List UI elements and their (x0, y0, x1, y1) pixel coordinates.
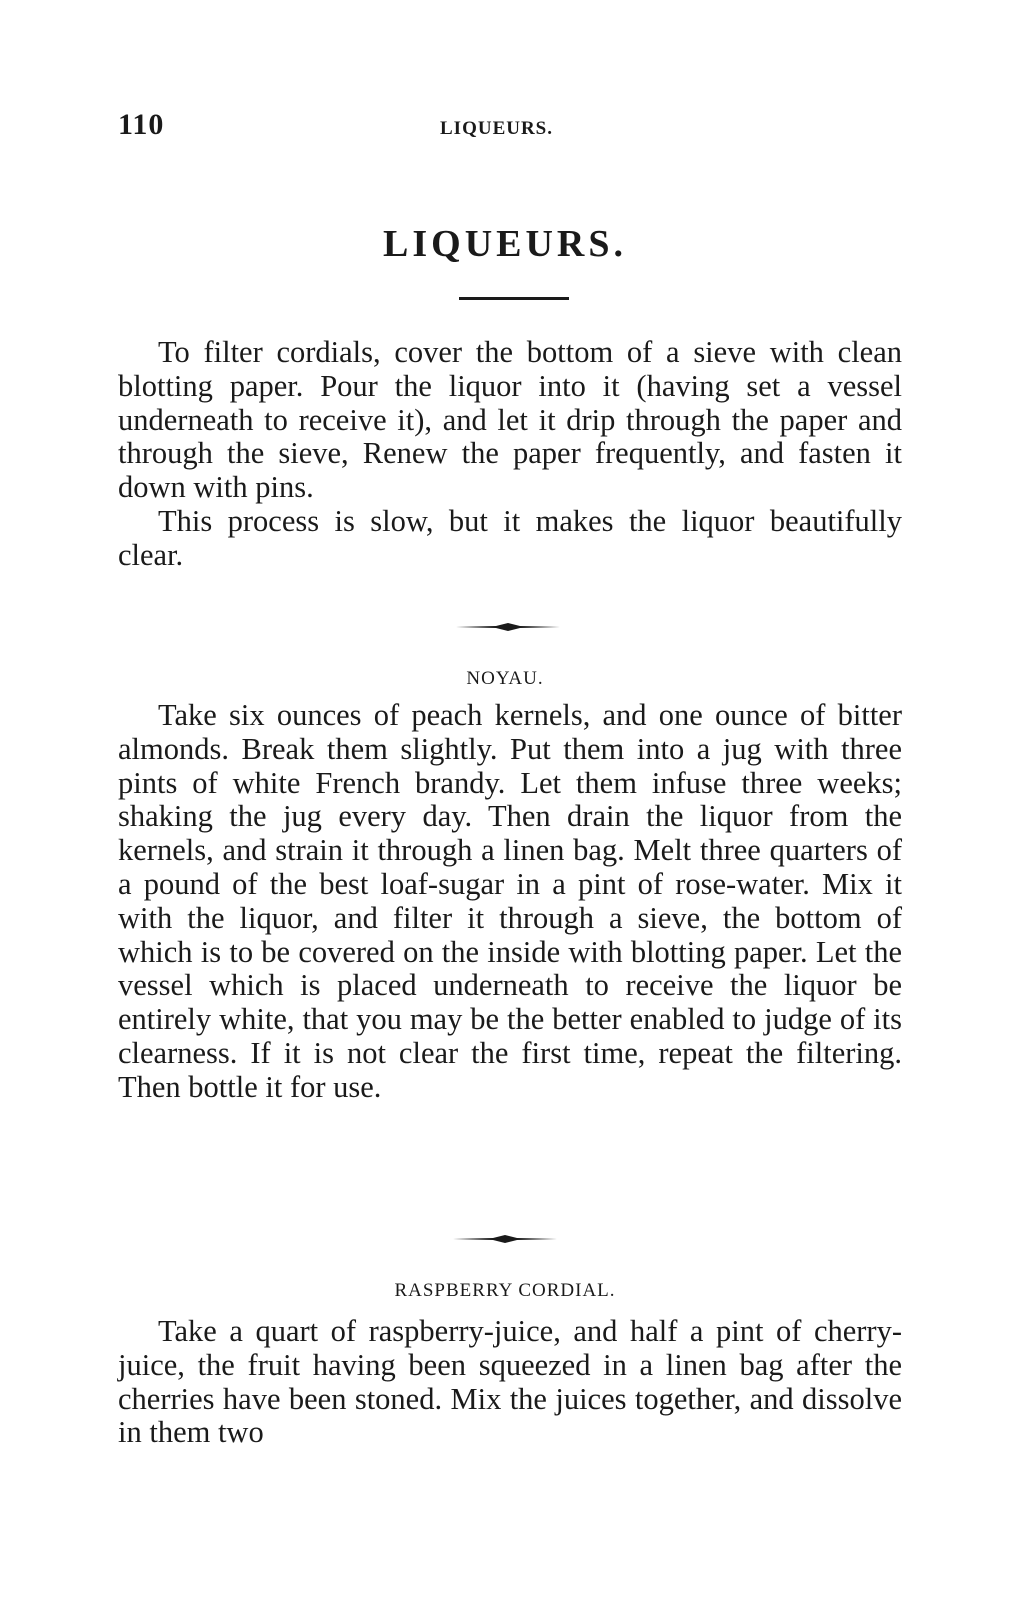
section-heading-raspberry-cordial: RASPBERRY CORDIAL. (394, 1280, 616, 1301)
noyau-paragraph: Take six ounces of peach kernels, and one ounce of bitter almonds. Break them slightly. Put them into a jug with three pints of white French brandy. Let them infuse three weeks; shaking the jug every day. Then drain the liquor from the kernels, and strain it through a linen bag. Melt three quarters of a pound of the best loaf-sugar in a pint of rose-water. Mix it with the liquor, and filter it through a sieve, the bottom of which is to be covered on the inside with blotting paper. Let the vessel which is placed underneath to receive the liquor be entirely white, that you may be the better enabled to judge of its clearness. If it is not clear the first time, repeat the filtering. Then bottle it for use. (118, 698, 902, 1104)
page-number: 110 (118, 108, 165, 141)
raspberry-paragraph: Take a quart of raspberry-juice, and half a pint of cherry-juice, the fruit having been squeezed in a linen bag after the cherries have been stoned. Mix the juices together, and dissolve in them two (118, 1314, 902, 1450)
section-text-raspberry-cordial (118, 1315, 902, 1450)
title-rule-divider (459, 297, 569, 300)
intro-paragraph-1: To filter cordials, cover the bottom of a sieve with clean blotting paper. Pour the liquor into it (having set a vessel underneath to receive it), and let it drip through the paper and through the sieve, Renew the paper frequently, and fasten it down with pins. (118, 335, 902, 505)
running-head (118, 108, 902, 148)
section-text-noyau (118, 699, 902, 1105)
intro-text (118, 336, 902, 573)
dash-ornament-icon (453, 1232, 557, 1246)
dash-ornament-icon (456, 620, 560, 634)
section-heading-noyau: NOYAU. (466, 668, 544, 689)
chapter-title: LIQUEURS. (383, 223, 627, 265)
running-title: LIQUEURS. (440, 118, 553, 139)
intro-paragraph-2: This process is slow, but it makes the liquor beautifully clear. (118, 503, 902, 572)
